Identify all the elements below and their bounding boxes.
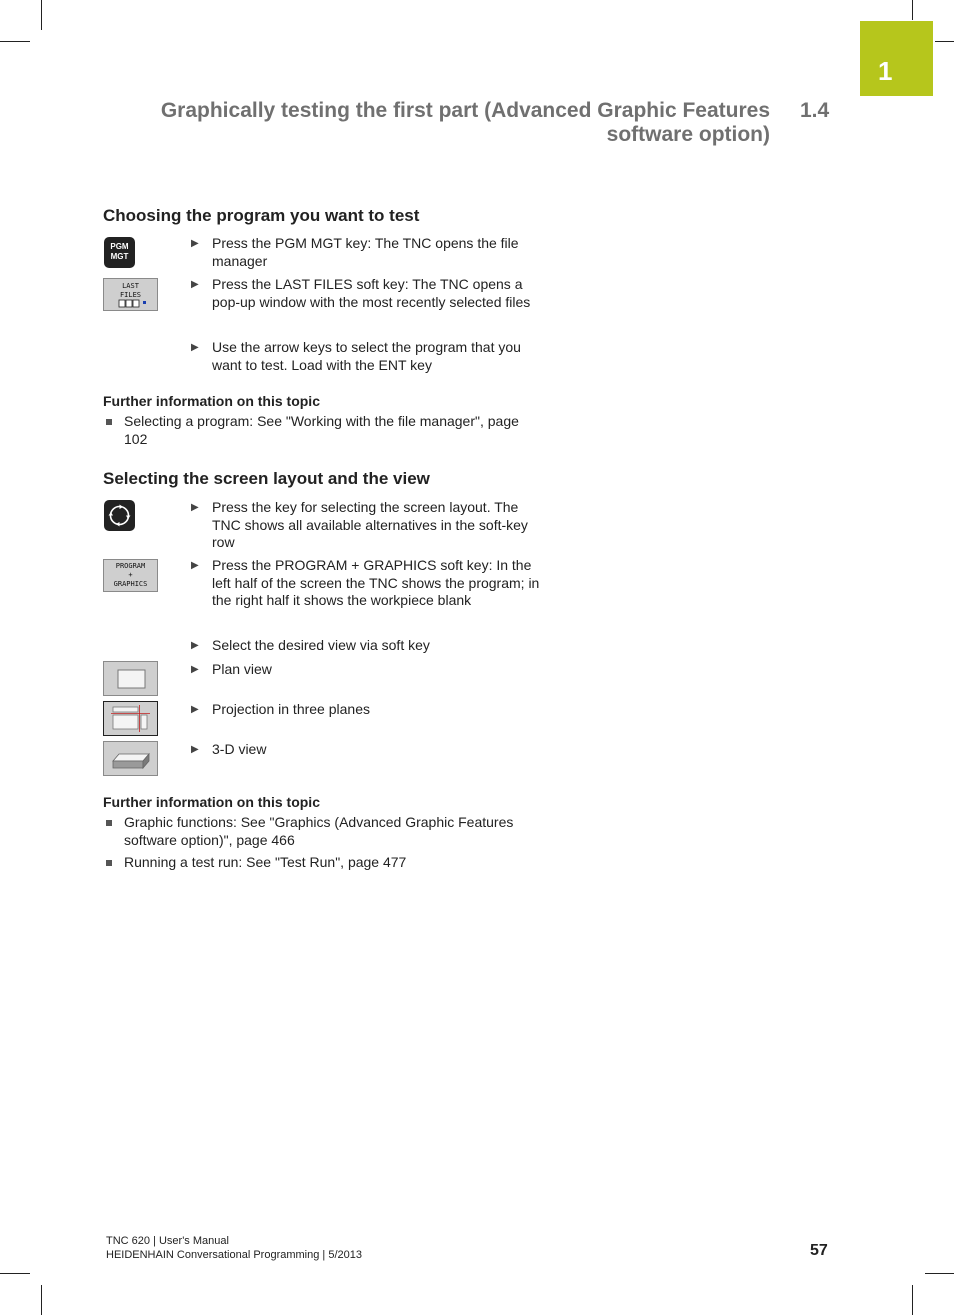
footer-product-line: HEIDENHAIN Conversational Programming | 5/2013 xyxy=(106,1249,362,1261)
chapter-number: 1 xyxy=(878,56,893,86)
screen-layout-icon xyxy=(104,500,135,531)
step-item: ▶ Press the LAST FILES soft key: The TNC opens a pop-up window with the most recently selected files xyxy=(191,276,531,310)
3d-view-icon xyxy=(104,742,157,775)
bullet-icon xyxy=(106,419,112,425)
list-item: Running a test run: See "Test Run", page 477 xyxy=(106,854,526,872)
page-header-title xyxy=(150,99,770,147)
pgm-mgt-key xyxy=(104,237,135,268)
step-item: ▶ Press the key for selecting the screen layout. The TNC shows all available alternatives in the soft-key row xyxy=(191,499,528,551)
arrow-icon: ▶ xyxy=(191,502,199,513)
footer-manual-title: TNC 620 | User's Manual xyxy=(106,1235,229,1247)
three-planes-softkey xyxy=(103,701,158,736)
header-title-line2: software option) xyxy=(606,123,770,146)
softkey-label: LAST xyxy=(122,282,139,290)
last-files-softkey xyxy=(103,278,158,311)
arrow-icon: ▶ xyxy=(191,279,199,290)
bullet-icon xyxy=(106,820,112,826)
key-label: PGM xyxy=(110,242,129,251)
arrow-icon: ▶ xyxy=(191,664,199,675)
crop-mark xyxy=(935,41,954,42)
step-item: ▶ Press the PGM MGT key: The TNC opens the file manager xyxy=(191,235,519,269)
plan-view-icon xyxy=(104,662,157,695)
crop-mark xyxy=(0,1273,30,1274)
arrow-icon: ▶ xyxy=(191,744,199,755)
further-info-heading: Further information on this topic xyxy=(103,393,320,409)
crop-mark xyxy=(912,0,913,20)
step-item: ▶ Projection in three planes xyxy=(191,701,370,717)
screen-layout-key xyxy=(104,500,135,531)
crop-mark xyxy=(925,1273,954,1274)
arrow-icon: ▶ xyxy=(191,342,199,353)
arrow-icon: ▶ xyxy=(191,560,199,571)
step-item: ▶ 3-D view xyxy=(191,741,267,757)
arrow-icon: ▶ xyxy=(191,640,199,651)
header-title-line1: Graphically testing the first part (Advanced Graphic Features xyxy=(160,99,770,122)
step-item: ▶ Use the arrow keys to select the program that you want to test. Load with the ENT key xyxy=(191,339,521,373)
section-heading-choose-program: Choosing the program you want to test xyxy=(103,206,420,225)
bullet-icon xyxy=(106,860,112,866)
key-label: MGT xyxy=(110,252,129,261)
arrow-icon: ▶ xyxy=(191,704,199,715)
arrow-icon: ▶ xyxy=(191,238,199,249)
section-heading-screen-layout: Selecting the screen layout and the view xyxy=(103,469,430,488)
crop-mark xyxy=(41,1285,42,1315)
softkey-label: PROGRAM xyxy=(115,562,146,570)
crop-mark xyxy=(912,1285,913,1315)
program-graphics-softkey xyxy=(103,559,158,592)
step-item: ▶ Plan view xyxy=(191,661,272,677)
plan-view-softkey xyxy=(103,661,158,696)
3d-view-softkey xyxy=(103,741,158,776)
list-item: Selecting a program: See "Working with the file manager", page 102 xyxy=(106,413,526,448)
crop-mark xyxy=(41,0,42,30)
softkey-label: FILES xyxy=(119,291,142,299)
step-item: ▶ Press the PROGRAM + GRAPHICS soft key: In the left half of the screen the TNC shows the program; in the right half it shows the workpiece blank xyxy=(191,557,540,609)
list-item: Graphic functions: See "Graphics (Advanced Graphic Features software option)", page 466 xyxy=(106,814,526,849)
chapter-tab xyxy=(860,21,933,96)
step-item: ▶ Select the desired view via soft key xyxy=(191,637,430,653)
softkey-label: GRAPHICS xyxy=(113,580,148,588)
files-icon xyxy=(118,299,148,308)
section-number: 1.4 xyxy=(800,99,830,122)
softkey-label: + xyxy=(128,571,133,579)
crop-mark xyxy=(0,41,30,42)
three-planes-icon xyxy=(104,702,157,735)
further-info-heading: Further information on this topic xyxy=(103,794,320,810)
page-number: 57 xyxy=(810,1242,828,1259)
